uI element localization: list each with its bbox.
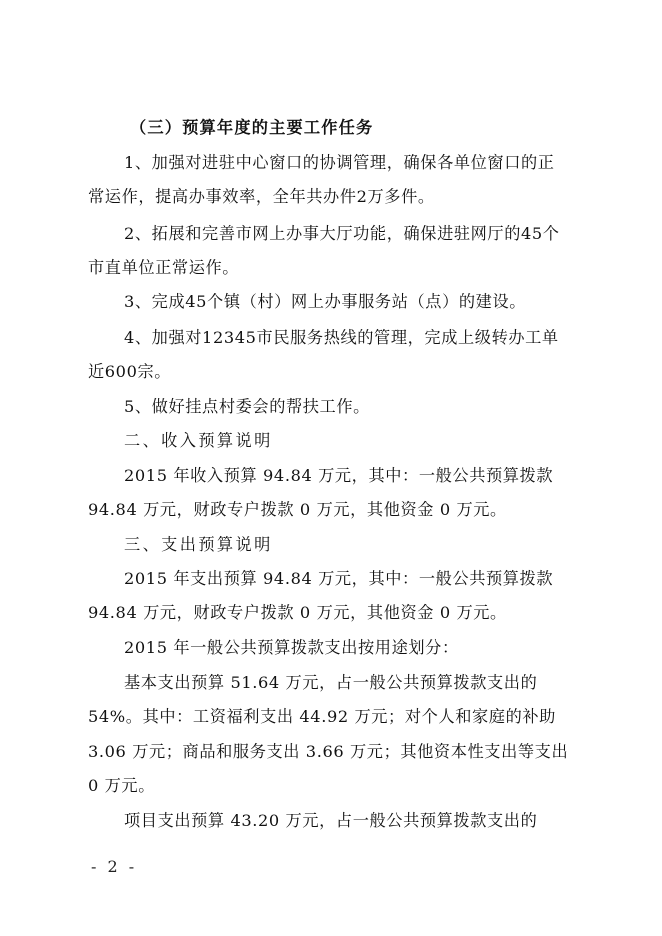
paragraph-line: 94.84 万元，财政专户拨款 0 万元，其他资金 0 万元。 bbox=[88, 603, 507, 622]
paragraph-line: 3.06 万元；商品和服务支出 3.66 万元；其他资本性支出等支出 bbox=[88, 742, 569, 761]
paragraph-line: 2015 年一般公共预算拨款支出按用途划分： bbox=[124, 638, 459, 657]
paragraph-line: 5、做好挂点村委会的帮扶工作。 bbox=[124, 397, 370, 416]
paragraph-line: 1、加强对进驻中心窗口的协调管理，确保各单位窗口的正 bbox=[124, 153, 555, 172]
paragraph-line: 3、完成45个镇（村）网上办事服务站（点）的建设。 bbox=[124, 292, 527, 311]
paragraph-line: 常运作，提高办事效率，全年共办件2万多件。 bbox=[88, 187, 435, 206]
paragraph-line: 0 万元。 bbox=[88, 776, 156, 795]
paragraph-line: 基本支出预算 51.64 万元，占一般公共预算拨款支出的 bbox=[124, 673, 538, 692]
paragraph-line: 2、拓展和完善市网上办事大厅功能，确保进驻网厅的45个 bbox=[124, 224, 560, 243]
paragraph-line: 94.84 万元，财政专户拨款 0 万元，其他资金 0 万元。 bbox=[88, 500, 507, 519]
paragraph-line: 4、加强对12345市民服务热线的管理，完成上级转办工单 bbox=[124, 328, 559, 347]
paragraph-line: 2015 年收入预算 94.84 万元，其中：一般公共预算拨款 bbox=[124, 466, 554, 485]
section-title: 二、收入预算说明 bbox=[124, 431, 273, 450]
page-number: - 2 - bbox=[91, 857, 138, 876]
paragraph-line: 近600宗。 bbox=[88, 362, 172, 381]
section-heading: （三）预算年度的主要工作任务 bbox=[130, 118, 374, 137]
paragraph-line: 项目支出预算 43.20 万元，占一般公共预算拨款支出的 bbox=[124, 811, 538, 830]
paragraph-line: 市直单位正常运作。 bbox=[88, 258, 240, 277]
paragraph-line: 2015 年支出预算 94.84 万元，其中：一般公共预算拨款 bbox=[124, 569, 554, 588]
paragraph-line: 54%。其中：工资福利支出 44.92 万元；对个人和家庭的补助 bbox=[88, 707, 556, 726]
section-title: 三、支出预算说明 bbox=[124, 535, 273, 554]
